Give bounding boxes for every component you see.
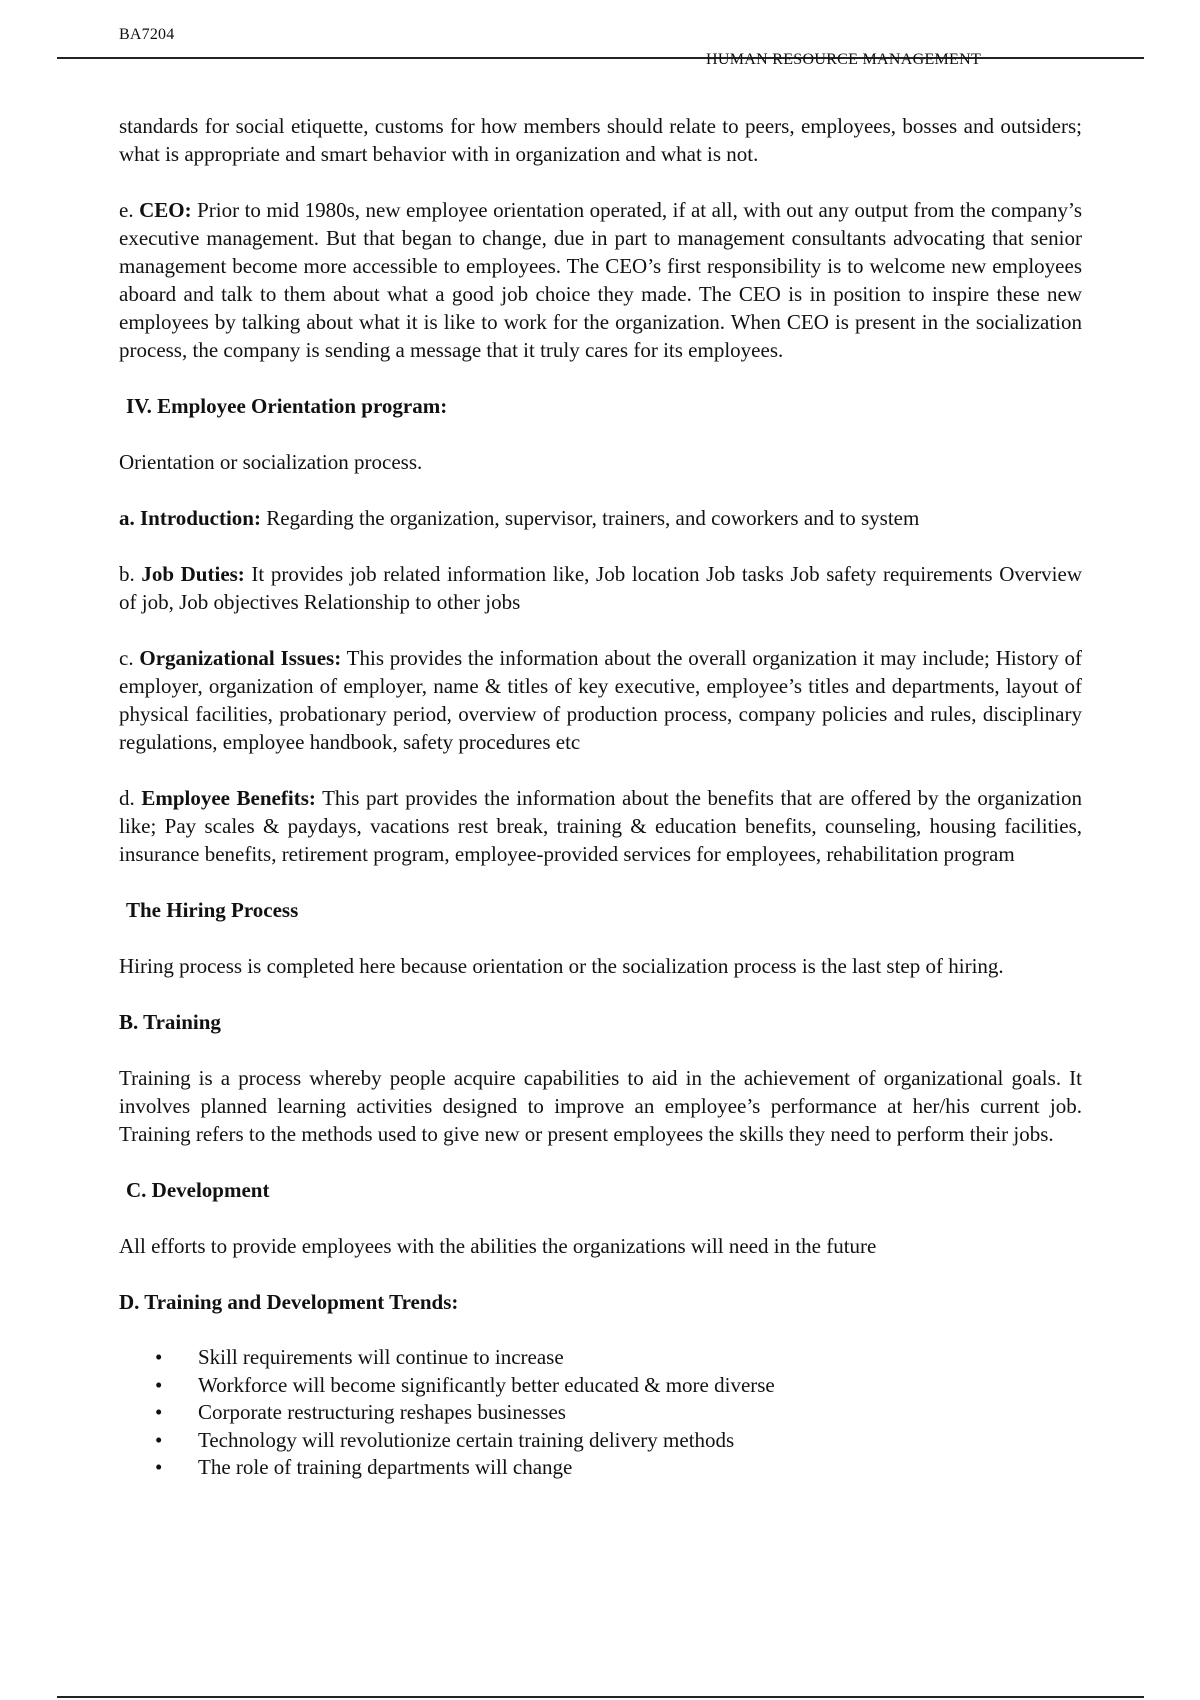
- footer-rule: [57, 1696, 1144, 1698]
- list-item: • Skill requirements will continue to increase: [119, 1344, 1082, 1372]
- bullet-icon: •: [155, 1400, 163, 1424]
- paragraph-development: All efforts to provide employees with the abilities the organizations will need in the future: [119, 1234, 877, 1258]
- list-item: • Corporate restructuring reshapes businesses: [119, 1399, 1082, 1427]
- heading-hiring-process: The Hiring Process: [126, 898, 299, 922]
- job-duties-label: Job Duties:: [141, 562, 245, 586]
- organizational-issues-text: This provides the information about the overall organization it may include; History of employer, organization of employer, name & titles of key executive, employee’s titles and departments, layout of physical facilities, probationary period, overview of production process, company policies and rules, disciplinary regulations, employee handbook, safety procedures etc: [119, 646, 1083, 754]
- paragraph-etiquette: standards for social etiquette, customs for how members should relate to peers, employees, bosses and outsiders; what is appropriate and smart behavior with in organization and what is not.: [119, 114, 1082, 166]
- paragraph-job-duties: b. Job Duties: It provides job related information like, Job location Job tasks Job safety requirements Overview of job, Job objectives Relationship to other jobs: [119, 562, 1082, 614]
- list-item: • The role of training departments will change: [119, 1454, 1082, 1482]
- organizational-issues-label: Organizational Issues:: [139, 646, 342, 670]
- paragraph-ceo: [119, 196, 1082, 364]
- introduction-label: a. Introduction:: [119, 506, 261, 530]
- employee-benefits-text: This part provides the information about the benefits that are offered by the organization like; Pay scales & paydays, vacations rest break, training & education benefits, counseling, housing facilities, insurance benefits, retirement program, employee-provided services for employees, rehabilitation program: [119, 786, 1082, 866]
- heading-orientation-program: IV. Employee Orientation program:: [126, 394, 448, 418]
- paragraph-hiring: Hiring process is completed here because orientation or the socialization process is the last step of hiring.: [119, 954, 1004, 978]
- bullet-icon: •: [155, 1455, 163, 1479]
- paragraph-orientation: Orientation or socialization process.: [119, 450, 423, 474]
- bullet-icon: •: [155, 1345, 163, 1369]
- bullet-icon: •: [155, 1372, 163, 1397]
- paragraph-training: Training is a process whereby people acquire capabilities to aid in the achievement of organizational goals. It involves planned learning activities designed to improve an employee’s performance at her/his current job. Training refers to the methods used to give new or present employees the skills they need to perform their jobs.: [119, 1066, 1082, 1146]
- ceo-text: Prior to mid 1980s, new employee orientation operated, if at all, with out any output from the company’s executive management. But that began to change, due in part to management consultants advocating that senior management become more accessible to employees. The CEO’s first responsibility is to welcome new employees aboard and talk to them about what a good job choice they made. The CEO is in position to inspire these new employees by talking about what it is like to work for the organization. When CEO is present in the socialization process, the company is sending a message that it truly cares for its employees.: [119, 198, 1082, 362]
- heading-development: C. Development: [126, 1178, 270, 1202]
- document-running-title: HUMAN RESOURCE MANAGEMENT: [706, 51, 982, 68]
- ceo-label: CEO:: [139, 198, 192, 222]
- trends-list: [119, 1344, 1082, 1482]
- list-item: • Workforce will become significantly better educated & more diverse: [119, 1372, 1082, 1400]
- heading-training: B. Training: [119, 1010, 221, 1034]
- paragraph-introduction: [119, 504, 1082, 532]
- document-code: BA7204: [119, 26, 175, 43]
- introduction-text: Regarding the organization, supervisor, trainers, and coworkers and to system: [260, 506, 920, 530]
- bullet-icon: •: [155, 1427, 163, 1452]
- paragraph-organizational-issues: c. Organizational Issues: This provides the information about the overall organization it may include; History of employer, organization of employer, name & titles of key executive, employee’s titles and departments, layout of physical facilities, probationary period, overview of production process, company policies and rules, disciplinary regulations, employee handbook, safety procedures etc: [119, 646, 1083, 754]
- heading-trends: D. Training and Development Trends:: [119, 1290, 459, 1314]
- employee-benefits-label: Employee Benefits:: [141, 786, 316, 810]
- ceo-prefix: e.: [119, 198, 140, 222]
- page-body: [119, 112, 1082, 1482]
- list-item: • Technology will revolutionize certain training delivery methods: [119, 1427, 1082, 1455]
- paragraph-employee-benefits: d. Employee Benefits: This part provides the information about the benefits that are offered by the organization like; Pay scales & paydays, vacations rest break, training & education benefits, counseling, housing facilities, insurance benefits, retirement program, employee-provided services for employees, rehabilitation program: [119, 786, 1082, 866]
- job-duties-text: It provides job related information like, Job location Job tasks Job safety requirements Overview of job, Job objectives Relationship to other jobs: [119, 562, 1082, 614]
